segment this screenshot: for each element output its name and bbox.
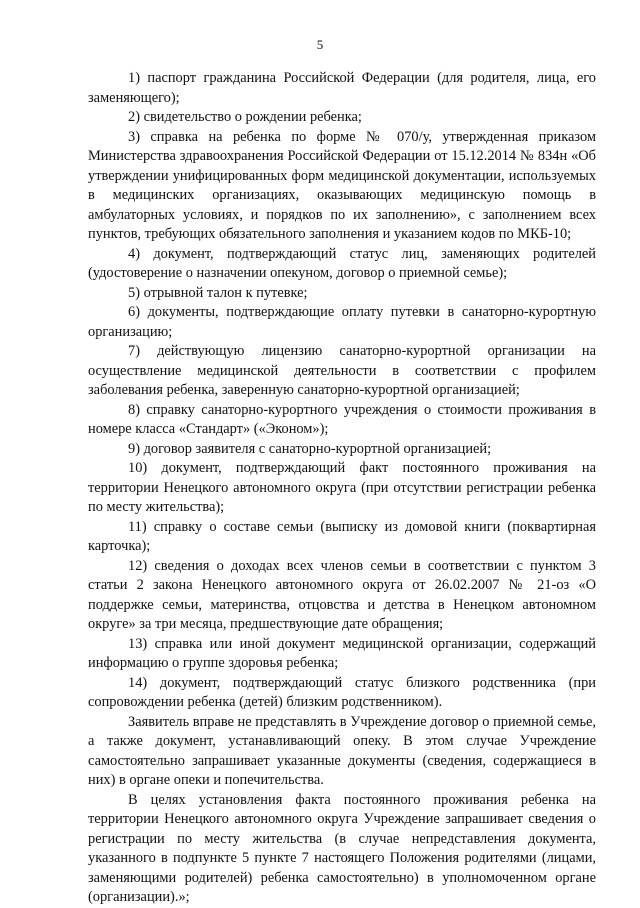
paragraph-item-11: 11) справку о составе семьи (выписку из домовой книги (поквартирная карточка); xyxy=(88,518,596,554)
paragraph-item-2: 2) свидетельство о рождении ребенка; xyxy=(128,109,362,125)
paragraph-applicant-right: Заявитель вправе не представлять в Учреждение договор о приемной семье, а также документ, устанавливающий опеку. В этом случае Учреждение самостоятельно запрашивает указанные документы (сведения, содержащиеся в них) в органе опеки и попечительства. xyxy=(88,713,596,788)
document-body xyxy=(88,69,596,908)
paragraph-item-3: 3) справка на ребенка по форме № 070/у, утвержденная приказом Министерства здравоохранения Российской Федерации от 15.12.2014 № 834н «Об утверждении унифицированных форм медицинской документации, используемых в медицинских организациях, оказывающих медицинскую помощь в амбулаторных условиях, и порядков по их заполнению», с заполнением всех пунктов, требующих обязательного заполнения и указанием кодов по МКБ-10; xyxy=(88,128,596,242)
paragraph-item-13: 13) справка или иной документ медицинской организации, содержащий информацию о группе здоровья ребенка; xyxy=(88,635,596,671)
paragraph-item-5: 5) отрывной талон к путевке; xyxy=(128,284,308,301)
paragraph-item-4: 4) документ, подтверждающий статус лиц, заменяющих родителей (удостоверение о назначении опекуном, договор о приемной семье); xyxy=(88,245,596,281)
paragraph-item-6: 6) документы, подтверждающие оплату путевки в санаторно-курортную организацию; xyxy=(88,304,596,340)
paragraph-item-8: 8) справку санаторно-курортного учреждения о стоимости проживания в номере класса «Стандарт» («Эконом»); xyxy=(88,401,596,437)
paragraph-item-7: 7) действующую лицензию санаторно-курортной организации на осуществление медицинской деятельности в соответствии с профилем заболевания ребенка, заверенную санаторно-курортной организацией; xyxy=(88,343,596,398)
paragraph-item-10: 10) документ, подтверждающий факт постоянного проживания на территории Ненецкого автономного округа (при отсутствии регистрации ребенка по месту жительства); xyxy=(88,460,596,515)
paragraph-item-9: 9) договор заявителя с санаторно-курортной организацией; xyxy=(128,440,492,457)
paragraph-item-12: 12) сведения о доходах всех членов семьи в соответствии с пунктом 3 статьи 2 закона Ненецкого автономного округа от 26.02.2007 № 21-оз «О поддержке семьи, материнства, отцовства и детства в Ненецком автономном округе» за три месяца, предшествующие дате обращения; xyxy=(88,557,596,632)
page-number: 5 xyxy=(316,37,324,52)
paragraph-residence-check: В целях установления факта постоянного проживания ребенка на территории Ненецкого автономного округа Учреждение запрашивает сведения о регистрации по месту жительства (в случае непредставления документа, указанного в подпункте 5 пункте 7 настоящего Положения родителями (лицами, заменяющими родителей) ребенка самостоятельно) в уполномоченном органе (организации).»; xyxy=(88,791,596,905)
paragraph-item-14: 14) документ, подтверждающий статус близкого родственника (при сопровождении ребенка (детей) близким родственником). xyxy=(88,674,596,710)
paragraph-item-1: 1) паспорт гражданина Российской Федерации (для родителя, лица, его заменяющего); xyxy=(88,70,596,106)
